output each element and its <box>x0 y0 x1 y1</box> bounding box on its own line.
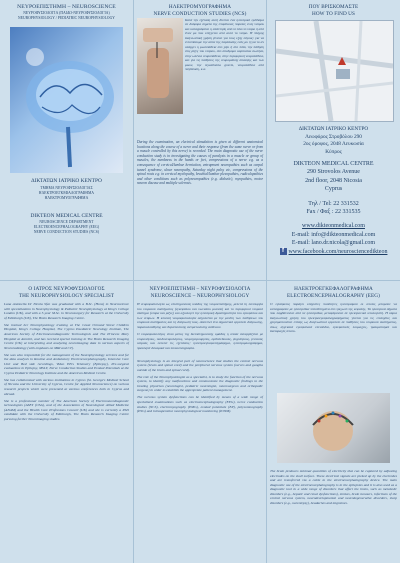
eeg-english-text: The brain produces minimal quantities of electricity that can be captured by adjusting electrodes on the skull surface. These electrical signals are picked up by the electrodes and are transferred via a cable to the electroencephalography device. The main diagnostic use of the electroencephalography is in the epilepsies and it is also used as a diagnostic tool in a wide range of disorders that affect the brain, such as metabolic disorders (e.g., hepatic and renal dysfunctions), strokes, brain tumours, infections of the central nervous system, neurodevelopmental and neurodegenerative disorders, sleep disorders (e.g., narcolepsy), headaches and migraines. <box>270 469 397 505</box>
find-us-subtitle: HOW TO FIND US <box>311 10 356 17</box>
brain-image <box>10 27 123 173</box>
bio-paragraph-2: She trained her Neurophysiology training at The Great Ormond Street Children Hospital, King's College Hospital, The Cyprus Paediatric Neurology Institute, The American Society of Electroneurodiagnostic Technologists and The Princess Mary Hospital at Akrotiri, and has received special training in The Brain Research Imaging Centre (UK) at interpreting and analyzing neuroimaging data in various aspects of Neuroradiology (with emphasis on MRI and CT). <box>4 322 129 350</box>
email-info[interactable]: E-mail: info@dikteonmedical.com <box>291 231 376 238</box>
specialist-title: Ο ΙΑΤΡΟΣ ΝΕΥΡΟΦΥΣΙΟΛΟΓΟΣ <box>28 286 105 292</box>
english-center-name: DIKTEON MEDICAL CENTRE <box>30 212 103 219</box>
top-left-panel <box>0 0 133 278</box>
neuroscience-greek-1: Η νευροφυσιολογία ως επιστημονικός κλάδος της νευροεπιστήμης, μελετά τη λειτουργία του νευρικού συστήματος (εγκεφάλου και νωτιαίου μυελού) και το περιφερικό νευρικό σύστημα (νεύρα και ρίζες) και αξιολογεί την ηλεκτρική δραστηριότητα του εγκεφάλου και των νεύρων. Η κλινική νευροφυσιολογία ασχολείται με την μελέτη των παθήσεων του νευρικού συστήματος και τη διάγνωσή τους. Αποτελεί ένα σημαντικό εργαλείο διάγνωσης, παρακολούθησης και θεραπευτικής αντιμετώπισης ασθενών. <box>137 302 263 329</box>
eeg-title: ΗΛΕΚΤΡΟΕΓΚΕΦΑΛΟΓΡΑΦΗΜΑ <box>294 286 373 292</box>
column-divider-1 <box>133 0 134 563</box>
neuroscience-english-1: Neurophysiology is an integral part of neuroscience that studies the central nervous system (brain and spinal cord) and the peripheral nervous system (nerves and ganglia outside of the brain and spinal cord). <box>137 358 263 372</box>
english-center-dept: NEUROSCIENCE DEPARTMENT <box>39 220 94 224</box>
bio-paragraph-3: She was also responsible for the management of the Neurophysiology services and for the data analysis in Routine and Ambulatory Electroencephalography, Intensive Care Unit and Bed side recordings, Video EEG Telemetry (Epilepsy), Pre-surgical evaluations in Epilepsy, MSLT, Nerve Conduction Studies and Evoked Potentials at the Cyprus Pediatric Neurology Institute and the American Medical Centre. <box>4 352 129 375</box>
neuroscience-english-2: The role of the Neurophysiologist as a specialist, is to study the function of the nervous system, to identify any malfunctions and communicate the diagnostic findings to the treating physician (neurologist, pediatric neurologist, neurosurgeon and orthopedic surgeon) in order to establish the appropriate patient management. <box>137 374 263 393</box>
bio-paragraph-1: Lana Antonella Dr Nicola Sfen was graduated with a B.Sc. (Hons) in Neuroscience with specialization in Neurophysiology & Pediatric Neurophysiology at King's College London (UK), and with a 5-year M.Sc. in Neurosurgery for Research at the University of Edinburgh (UK), The Brain Research Imaging Centre. <box>4 302 129 320</box>
neuroscience-title: ΝΕΥΡΟΕΠΙΣΤΗΜΗ – ΝΕΥΡΟΦΥΣΙΟΛΟΓΙΑ <box>149 286 251 292</box>
bottom-mid-panel <box>134 283 266 563</box>
greek-address-floor: 2ος όροφος, 2048 Λευκωσία <box>303 141 364 147</box>
find-us-title: ΠΟΥ ΒΡΙΣΚΟΜΑΣΤΕ <box>308 4 359 10</box>
ncs-subtitle: NERVE CONDUCTION STUDIES (NCS) <box>153 10 247 17</box>
map-illustration <box>276 21 393 121</box>
greek-center-eeg: ΗΛΕΚΤΡΟΕΓΚΕΦΑΛΟΓΡΑΦΗΜΑ <box>38 190 95 195</box>
column-divider-2 <box>266 0 267 563</box>
english-address-floor: 2nd floor, 2048 Nicosia <box>305 177 362 184</box>
website-link[interactable]: www.dikteonmedical.com <box>302 223 365 230</box>
facebook-link[interactable]: www.facebook.com/neurosciencedikteon <box>288 248 388 255</box>
greek-center-name: ΔΙΚΤΑΤΩΝ ΙΑΤΡΙΚΟ ΚΕΝΤΡΟ <box>31 178 102 184</box>
ncs-english-text: During the examination, an electrical stimulation is given at different anatomical locations along the course of a nerve and their response (from the same nerve or from a muscle controlled by this nerve) is recorded. The main diagnostic use of the nerve conduction study is in investigating the causes of paralysis in a muscle or group of muscles, the numbness in the hands or feet, compressions of a nerve e.g. as a consequence of cervical/lumbar herniation, entrapment neuropathies such as carpal tunnel syndrome, ulnar neuropathy, Saturday night palsy etc, compressions of the spinal roots e.g. in cervical myelopathy, brachial/lumbar plexopathies, radiculopathies and other conditions such as polyneuropathies (e.g. diabetic), myopathies, motor neuron disease and multiple sclerosis. <box>137 140 263 186</box>
ncs-photo <box>137 18 183 114</box>
location-map[interactable] <box>275 20 394 122</box>
english-center-ncs: NERVE CONDUCTION STUDIES (NCS) <box>33 230 100 234</box>
english-center-eeg: ELECTROENCEPHALOGRAPHY (EEG) <box>33 225 100 229</box>
greek-address-country: Κύπρος <box>325 148 342 155</box>
bottom-left-panel <box>0 283 133 563</box>
email-personal[interactable]: E-mail: lano.dr.nicola@gmail.com <box>291 240 376 247</box>
bio-paragraph-4: She has collaborated with various institutions in Cyprus (St. George's Medical School of Nicosia and the University of Cyprus, Centre for Applied Neuroscience) on various research projects which were presented at various conferences both in Cyprus and abroad. <box>4 377 129 396</box>
english-address-street: 290 Strovolos Avenue <box>307 169 360 176</box>
greek-center-dept: ΤΜΗΜΑ ΝΕΥΡΟΦΥΣΙΟΛΟΓΙΑΣ <box>40 185 93 190</box>
eeg-greek-text: Ο εγκέφαλος παράγει ελάχιστες ποσότητες ηλεκτρισμού οι οποίες μπορούν να καταγραφούν με ηλεκτρόδια τοποθετημένα στο τριχωτό της κεφαλής. Τα ηλεκτρικά σήματα που λαμβάνονται από τα ηλεκτρόδια, μεταφέρονται σε ηλεκτρονικό υπολογιστή. Η κύρια διαγνωστική χρήση του ηλεκτροεγκεφαλογραφήματος γίνεται για τις επιληψίες και χρησιμοποιείται επίσης ως διαγνωστικό εργαλείο σε παθήσεις του νευρικού συστήματος, όπως αγγειακά εγκεφαλικά επεισόδια, εγκεφαλικές λοιμώξεις, τραυματισμοί και διαταραχές ύπνου. <box>270 302 397 334</box>
bottom-right-panel <box>267 283 400 563</box>
brain-illustration <box>10 27 123 173</box>
eeg-photo-illustration <box>277 393 390 463</box>
english-address-name: DIKTEON MEDICAL CENTRE <box>293 161 374 167</box>
eeg-photo <box>277 393 390 463</box>
fax-number: Fax / Φαξ : 22 331535 <box>306 209 361 216</box>
page-fold-divider <box>0 280 400 281</box>
neuroscience-english-3: The nervous system dysfunctions can be identified by means of a wide range of specialized examinations such as electroencephalography (EEG), nerve conduction studies (NCS), electromyography (EMG), evoked potentials (EP), polysomnography (PSG) and intraoperative neurophysiological monitoring (IONM). <box>137 395 263 414</box>
facebook-icon[interactable]: f <box>280 248 287 255</box>
english-address-country: Cyprus <box>324 186 343 193</box>
ncs-photo-illustration <box>137 18 183 114</box>
top-right-panel <box>267 0 400 278</box>
left-subtitle-2: NEUROPHYSIOLOGY / PEDIATRIC NEUROPHYSIOLOGY <box>18 15 115 20</box>
greek-address-name: ΔΙΚΤΑΤΩΝ ΙΑΤΡΙΚΟ ΚΕΝΤΡΟ <box>298 126 369 132</box>
neuroscience-greek-2: Ο νευροφυσιολόγος είναι μέλος της διεπιστημονικής ομάδας η οποία συνεργάζεται με νευρολόγους, παιδονευρολόγους, νευροχειρουργούς, ορθοπεδικούς, ψυχιάτρους, γενικούς ιατρούς και εκτελεί τις εξετάσεις: ηλεκτροεγκεφαλογράφημα, ηλεκτρομυογράφημα, προκλητά δυναμικά και πολυυπνογραφία. <box>137 331 263 350</box>
phone-number: Τηλ / Tel: 22 331532 <box>308 200 359 207</box>
left-subtitle-1: ΝΕΥΡΟΦΥΣΙΟΛΟΓΙΑ (ΠΑΙΔΟ-ΝΕΥΡΟΦΥΣΙΟΛΟΓΙΑ) <box>23 10 110 15</box>
greek-address-street: Λεωφόρος Στροβόλου 290 <box>305 133 362 140</box>
top-mid-panel <box>134 0 266 278</box>
bio-paragraph-5: She is a professional member of The American Society of Electroneurodiagnostic technologists (ASET (USA), and of the Association of Neurological Allied Medicine (ANAM) and the Health Care Professions Council (UK) and she is currently a PhD candidate with the University of Edinburgh, The Brain Research Imaging Centre pursuing further Neuroimaging studies. <box>4 398 129 421</box>
neuroscience-subtitle: NEUROSCIENCE – NEUROPHYSIOLOGY <box>150 292 250 299</box>
ncs-title: ΗΛΕΚΤΡΟΜΥΟΓΡΑΦΗΜΑ <box>168 4 232 10</box>
ncs-greek-text: Κατά την εξέταση αυτή δίνεται ένα ηλεκτρικό ερέθισμα σε διάφορα σημεία της επιφάνειας πορείας ενός νεύρου και καταγράφεται η απάντηση από το ίδιο το νεύρο ή από έναν μυ που ελέγχεται από αυτό το νεύρο. Η πλήρης διαγνωστική χρήση γίνεται για τους εξής λόγους: για να εντοπίσουμε την αιτία της παράλυσης ενός μυ ή για το αν υπάρχει η ρωσιπάθεια στο χέρι ή στο πόδι, την πάθηση στις ρίζες του νεύρου, στο σύνδρομο καρπιαίου σωλήνα, στην ωλένια νευροπάθεια, στην περιφερική νευροπάθεια, και για τις παθήσεις της νευρομυϊκής σύναψης και των μυών, την myasthenia gravis, νευροπάθεια από παγίδευση, κ.α. <box>185 18 265 71</box>
left-title: ΝΕΥΡΟΕΠΙΣΤΗΜΗ – NEUROSCIENCE <box>17 4 116 10</box>
eeg-subtitle: ELECTROENCEPHALOGRAPHY (EEG) <box>287 292 380 299</box>
specialist-subtitle: THE NEUROPHYSIOLOGY SPECIALIST <box>18 292 115 299</box>
greek-center-ncs: ΗΛΕΚΤΡΟΜΥΟΓΡΑΦΗΜΑ <box>44 195 89 200</box>
